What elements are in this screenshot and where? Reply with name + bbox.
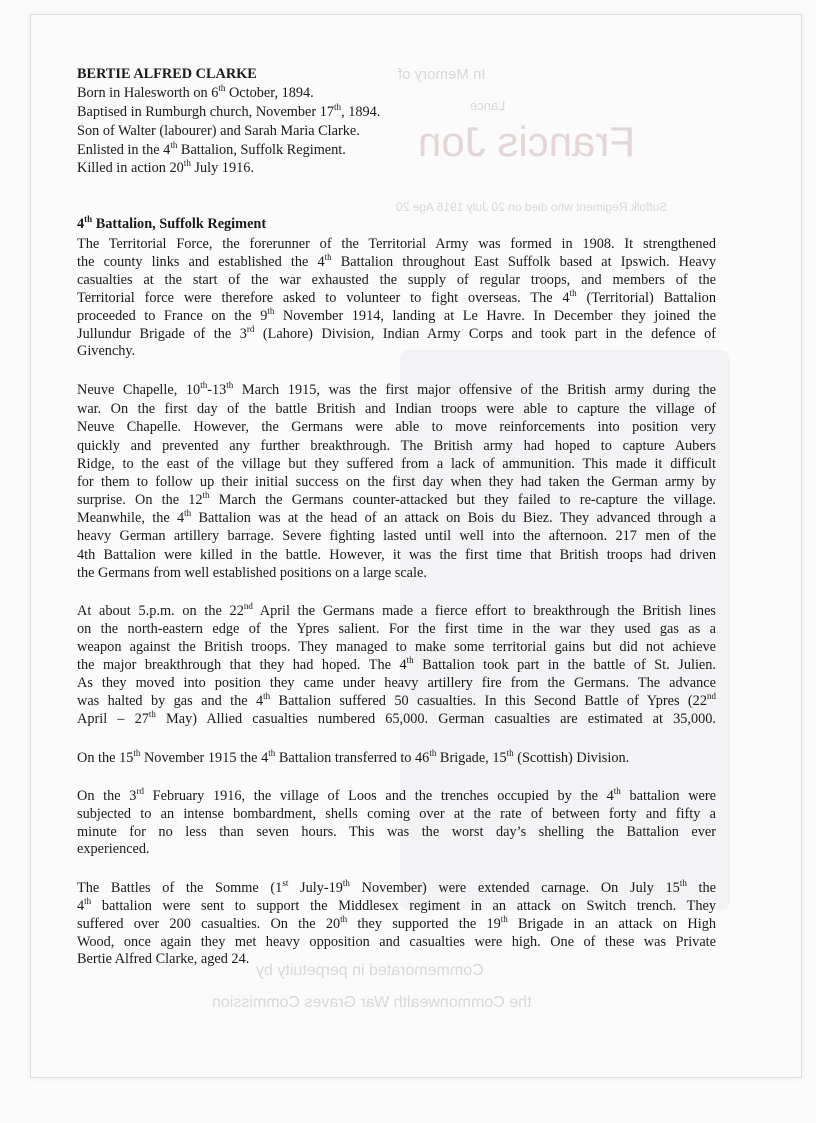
text-line: At about 5.p.m. on the 22nd April the Germans made a fierce effort to breakthrough the British lines <box>77 601 716 619</box>
bleed-through-text: Commemorated in perpetuity by <box>256 962 484 979</box>
text-line: April – 27th May) Allied casualties numbered 65,000. German casualties are estimated at 35,000. <box>77 709 716 727</box>
text-line: Bertie Alfred Clarke, aged 24. <box>77 951 250 967</box>
text-line: minute for no less than seven hours. This was the worst day’s shelling the Battalion ever <box>77 824 716 840</box>
text-line: Territorial force were therefore asked to volunteer to fight overseas. The 4th (Territorial) Battalion <box>77 288 716 306</box>
bleed-through-text: Suffolk Regiment who died on 20 July 1916 Age 20 <box>396 200 668 214</box>
text-line: Jullundur Brigade of the 3rd (Lahore) Division, Indian Army Corps and took part in the defence of <box>77 324 716 342</box>
text-line: Ridge, to the east of the village but they suffered from a lack of ammunition. This made it difficult <box>77 456 716 472</box>
parents-line: Son of Walter (labourer) and Sarah Maria Clarke. <box>77 123 360 139</box>
text-line: for them to follow up their initial success on the first day when they had taken the German army by <box>77 474 716 490</box>
baptism-line: Baptised in Rumburgh church, November 17th, 1894. <box>77 102 381 120</box>
text-line: casualties at the start of the war exhausted the supply of regular troops, and members of the <box>77 272 716 288</box>
text-line: quickly and prevented any further breakthrough. The British army had hoped to capture Aubers <box>77 438 716 454</box>
text-line: Neuve Chapelle. However, the Germans were able to move reinforcements into position very <box>77 419 716 435</box>
text-line: On the 15th November 1915 the 4th Battalion transferred to 46th Brigade, 15th (Scottish) Division. <box>77 748 630 766</box>
text-line: the major breakthrough that they had hoped. The 4th Battalion took part in the battle of St. Julien. <box>77 655 716 673</box>
text-line: suffered over 200 casualties. On the 20th they supported the 19th Brigade in an attack on High <box>77 914 716 932</box>
enlistment-line: Enlisted in the 4th Battalion, Suffolk Regiment. <box>77 140 346 158</box>
bleed-through-text: In Memory of <box>398 66 486 83</box>
person-name: BERTIE ALFRED CLARKE <box>77 66 257 82</box>
text-line: Givenchy. <box>77 343 136 359</box>
death-line: Killed in action 20th July 1916. <box>77 158 254 176</box>
text-line: The Territorial Force, the forerunner of the Territorial Army was formed in 1908. It strengthened <box>77 236 716 252</box>
text-line: the county links and established the 4th Battalion throughout East Suffolk based at Ipswich. Heavy <box>77 252 716 270</box>
text-line: Wood, once again they met heavy opposition and casualties were high. One of these was Private <box>77 934 716 950</box>
bleed-through-text: Lance <box>470 98 506 113</box>
text-line: proceeded to France on the 9th November 1914, landing at Le Havre. In December they joined the <box>77 306 716 324</box>
text-line: surprise. On the 12th March the Germans counter-attacked but they failed to re-capture the village. <box>77 490 716 508</box>
text-line: As they moved into position they came under heavy artillery fire from the Germans. The advance <box>77 675 716 691</box>
birth-line: Born in Halesworth on 6th October, 1894. <box>77 83 314 101</box>
text-line: heavy German artillery barrage. Severe fighting lasted until well into the afternoon. 217 men of the <box>77 528 716 544</box>
text-line: Neuve Chapelle, 10th-13th March 1915, was the first major offensive of the British army during the <box>77 380 716 398</box>
bleed-through-text: Francis Jon <box>418 118 636 165</box>
text-line: 4th Battalion were killed in the battle. However, it was the first time that British troops had driven <box>77 547 716 563</box>
text-line: the Germans from well established positions on a large scale. <box>77 565 427 581</box>
text-line: experienced. <box>77 841 150 857</box>
text-line: Meanwhile, the 4th Battalion was at the head of an attack on Bois du Biez. They advanced through a <box>77 508 716 526</box>
text-line: was halted by gas and the 4th Battalion suffered 50 casualties. In this Second Battle of Ypres (22nd <box>77 691 716 709</box>
text-line: on the north-eastern edge of the Ypres salient. For the first time in the war they used gas as a <box>77 621 716 637</box>
text-line: weapon against the British troops. They managed to make some territorial gains but did not achieve <box>77 639 716 655</box>
text-line: 4th battalion were sent to support the Middlesex regiment in an attack on Switch trench. They <box>77 896 716 914</box>
text-line: On the 3rd February 1916, the village of Loos and the trenches occupied by the 4th battalion were <box>77 786 716 804</box>
bleed-through-text: the Commonwealth War Graves Commission <box>212 994 532 1011</box>
text-line: war. On the first day of the battle British and Indian troops were able to capture the village of <box>77 401 716 417</box>
text-line: subjected to an intense bombardment, shells coming over at the rate of between forty and fifty a <box>77 806 716 822</box>
text-line: The Battles of the Somme (1st July-19th November) were extended carnage. On July 15th the <box>77 878 716 896</box>
section-heading: 4th Battalion, Suffolk Regiment <box>77 214 267 232</box>
